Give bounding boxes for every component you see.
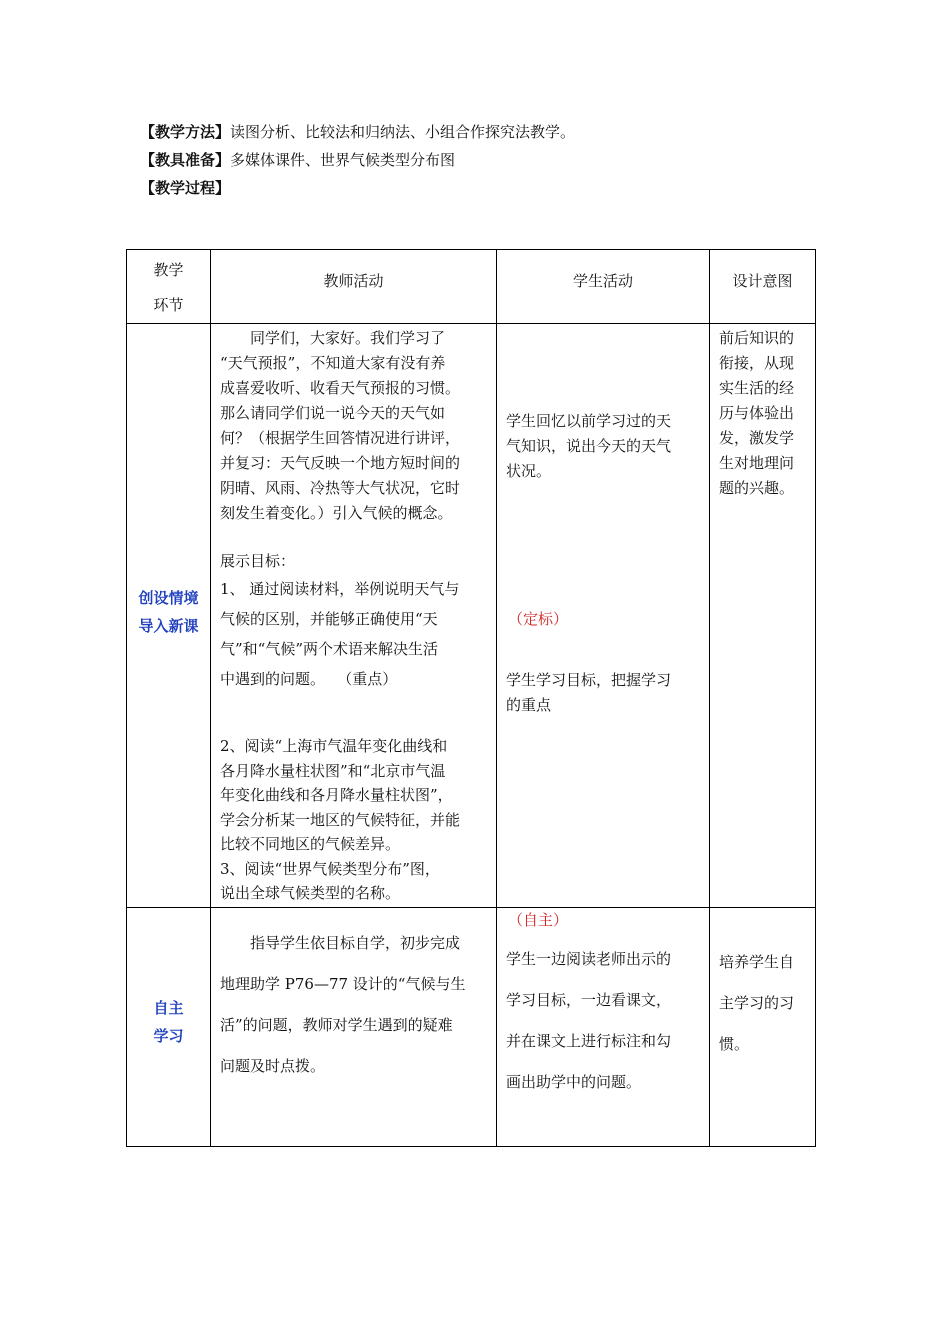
text-line: 2、阅读“上海市气温年变化曲线和 (220, 737, 448, 755)
student-self-study-text (506, 939, 671, 1103)
text-line: 说出全球气候类型的名称。 (220, 884, 401, 902)
text-line: 气知识，说出今天的天气 (506, 437, 672, 455)
text-line: 学生回忆以前学习过的天 (506, 412, 672, 430)
text-line: 并在课文上进行标注和勾 (506, 1032, 672, 1050)
text-line: 学生一边阅读老师出示的 (506, 950, 672, 968)
text-line: 实生活的经 (719, 379, 795, 397)
text-line: 主学习的习 (719, 994, 795, 1012)
text-line: 学会分析某一地区的气候特征，并能 (220, 810, 461, 829)
intent-intro-text (719, 326, 794, 501)
teaching-method-text: 读图分析、比较法和归纳法、小组合作探究法教学。 (230, 123, 576, 141)
table-col-divider-1 (210, 249, 211, 1147)
teaching-tools-line (140, 150, 455, 170)
text-line: 惯。 (719, 1035, 750, 1053)
teacher-self-study-text (220, 923, 465, 1087)
student-tag-self: （自主） (508, 911, 569, 929)
text-line: 比较不同地区的气候差异。 (220, 835, 401, 853)
teaching-method-line (140, 122, 575, 142)
text-line: 培养学生自 (719, 953, 795, 971)
header-stage (127, 253, 210, 323)
teacher-goal-2-3 (220, 734, 460, 906)
student-recall-text (506, 409, 671, 484)
header-stage-line2: 环节 (153, 296, 184, 314)
teacher-intro-text (220, 326, 460, 526)
text-line: 活”的问题，教师对学生遇到的疑难 (220, 1016, 453, 1034)
header-stage-line1: 教学 (153, 261, 184, 279)
text-line: 中遇到的问题。 （重点） (220, 670, 398, 688)
table-border-right (815, 249, 816, 1147)
text-line: 状况。 (506, 462, 552, 480)
header-intent: 设计意图 (732, 272, 793, 290)
header-student: 学生活动 (572, 272, 633, 290)
text-line: 的重点 (506, 696, 552, 714)
text-line: 1、 通过阅读材料，举例说明天气与 (220, 580, 460, 598)
table-divider-row (126, 907, 816, 908)
text-line: 同学们，大家好。我们学习了 (220, 329, 446, 347)
text-line: 地理助学 P76—77 设计的“气候与生 (220, 975, 466, 993)
stage-self-study-line2: 学习 (153, 1027, 184, 1045)
text-line: 刻发生着变化。）引入气候的概念。 (220, 504, 453, 522)
text-line: 题的兴趣。 (719, 479, 795, 497)
header-teacher: 教师活动 (323, 272, 384, 290)
table-border-bottom (126, 1146, 816, 1147)
teaching-process-line (140, 178, 230, 198)
text-line: 成喜爱收听、收看天气预报的习惯。 (220, 379, 461, 397)
text-line: 衔接，从现 (719, 354, 795, 372)
table-border-top (126, 249, 816, 250)
text-line: 学生学习目标，把握学习 (506, 671, 672, 689)
text-line: 画出助学中的问题。 (506, 1073, 642, 1091)
text-line: 历与体验出 (719, 404, 795, 422)
table-col-divider-3 (709, 249, 710, 1147)
text-line: 那么请同学们说一说今天的天气如 (220, 404, 446, 422)
text-line: 各月降水量柱状图”和“北京市气温 (220, 761, 446, 780)
text-line: “天气预报”，不知道大家有没有养 (220, 354, 446, 372)
teaching-process-label: 【教学过程】 (140, 179, 231, 197)
teaching-method-label: 【教学方法】 (140, 123, 231, 141)
text-line: 气”和“气候”两个术语来解决生活 (220, 640, 439, 658)
stage-intro (127, 584, 210, 640)
teaching-tools-text: 多媒体课件、世界气候类型分布图 (230, 151, 456, 169)
text-line: 前后知识的 (719, 329, 795, 347)
text-line: 指导学生依目标自学，初步完成 (220, 934, 461, 952)
stage-self-study (127, 994, 210, 1050)
table-col-divider-2 (496, 249, 497, 1147)
text-line: 何？（根据学生回答情况进行讲评， (220, 429, 461, 447)
teacher-goal-1 (220, 574, 459, 694)
stage-intro-line1: 创设情境 (138, 589, 199, 607)
text-line: 生对地理问 (719, 454, 795, 472)
text-line: 学习目标，一边看课文， (506, 991, 672, 1009)
teacher-goal-title: 展示目标： (220, 552, 296, 570)
stage-self-study-line1: 自主 (153, 999, 184, 1017)
table-divider-header (126, 323, 816, 324)
text-line: 并复习：天气反映一个地方短时间的 (220, 454, 461, 472)
student-goal-text (506, 668, 671, 718)
teaching-tools-label: 【教具准备】 (140, 151, 231, 169)
text-line: 发，激发学 (719, 429, 795, 447)
stage-intro-line2: 导入新课 (138, 617, 199, 635)
text-line: 阴晴、风雨、冷热等大气状况，它时 (220, 479, 461, 497)
intent-self-study-text (719, 942, 794, 1065)
text-line: 气候的区别，并能够正确使用“天 (220, 610, 438, 628)
student-tag-goal: （定标） (508, 610, 569, 628)
text-line: 年变化曲线和各月降水量柱状图”， (220, 786, 453, 804)
text-line: 问题及时点拨。 (220, 1057, 326, 1075)
text-line: 3、阅读“世界气候类型分布”图， (220, 859, 440, 878)
